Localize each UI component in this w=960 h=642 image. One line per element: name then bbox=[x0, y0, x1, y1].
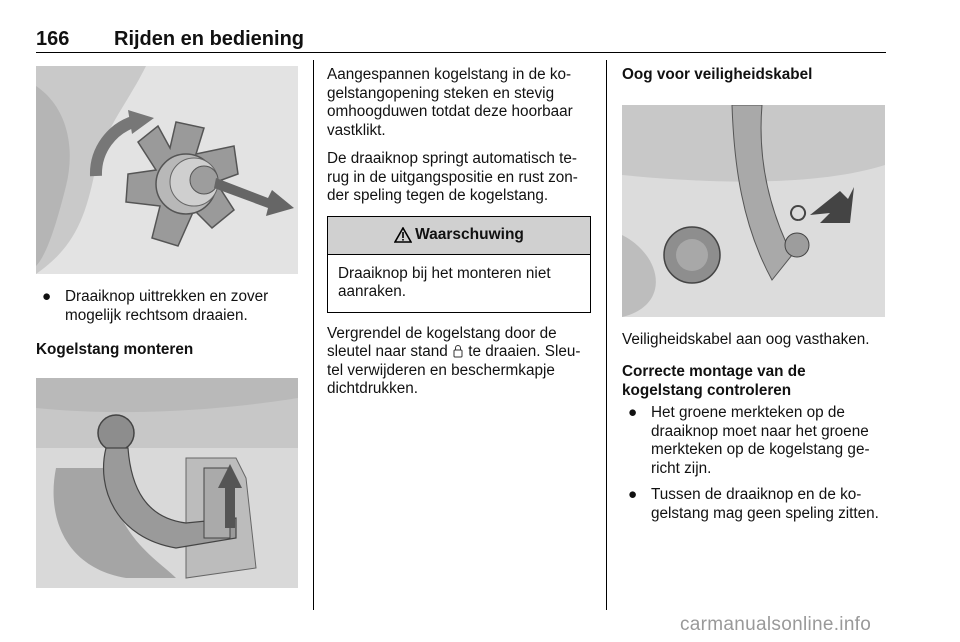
list-item bbox=[622, 404, 886, 478]
bullet-text: Draaiknop uittrekken en zover mogelijk rechtsom draaien. bbox=[65, 288, 269, 324]
column-divider-2 bbox=[606, 60, 607, 610]
column-2 bbox=[327, 66, 591, 409]
column-1 bbox=[36, 66, 298, 588]
column-divider-1 bbox=[313, 60, 314, 610]
section-heading: Oog voor veiligheidskabel bbox=[622, 66, 813, 83]
paragraph: Aangespannen kogelstang in de kogelstangopening steken en stevig omhoogduwen totdat deze hoorbaar vastklikt. bbox=[327, 66, 573, 139]
watermark: carmanualsonline.info bbox=[680, 614, 872, 635]
bullet-icon: ● bbox=[628, 404, 638, 421]
bullet-icon: ● bbox=[628, 486, 638, 503]
list-item bbox=[622, 486, 886, 523]
warning-header bbox=[328, 217, 590, 255]
chapter-title: Rijden en bediening bbox=[114, 28, 305, 50]
safety-cable-eye-illustration bbox=[622, 105, 885, 317]
section-heading: Kogelstang monteren bbox=[36, 341, 194, 358]
tow-bar-mount-illustration bbox=[36, 378, 298, 588]
list-item bbox=[36, 288, 298, 325]
page-header bbox=[36, 26, 886, 52]
lock-text-before: Vergrendel de kogelstang door de sleutel naar stand bbox=[327, 324, 557, 360]
knob-pull-illustration bbox=[36, 66, 298, 274]
warning-box bbox=[327, 216, 591, 313]
warning-body: Draaiknop bij het monteren niet aanraken. bbox=[338, 264, 551, 300]
lock-text-after: te draaien. Sleutel verwijderen en beschermkapje dichtdrukken. bbox=[327, 343, 581, 397]
warning-title: Waarschuwing bbox=[415, 225, 524, 243]
page-number: 166 bbox=[36, 28, 70, 50]
bullet-text: Tussen de draaiknop en de kogelstang mag geen speling zitten. bbox=[651, 486, 879, 522]
paragraph-lock bbox=[327, 325, 591, 399]
paragraph: Veiligheidskabel aan oog vasthaken. bbox=[622, 330, 870, 348]
bullet-text: Het groene merkteken op de draaiknop moet naar het groene merkteken op de kogelstang gericht zijn. bbox=[651, 404, 870, 477]
bullet-icon: ● bbox=[42, 288, 52, 305]
column-3 bbox=[622, 66, 886, 531]
lock-closed-icon bbox=[453, 344, 463, 358]
section-heading: Correcte montage van de kogelstang controleren bbox=[622, 363, 806, 399]
paragraph: De draaiknop springt automatisch terug in de uitgangspositie en rust zonder speling tegen de kogelstang. bbox=[327, 150, 578, 204]
warning-triangle-icon bbox=[394, 227, 412, 243]
header-divider bbox=[36, 52, 886, 53]
